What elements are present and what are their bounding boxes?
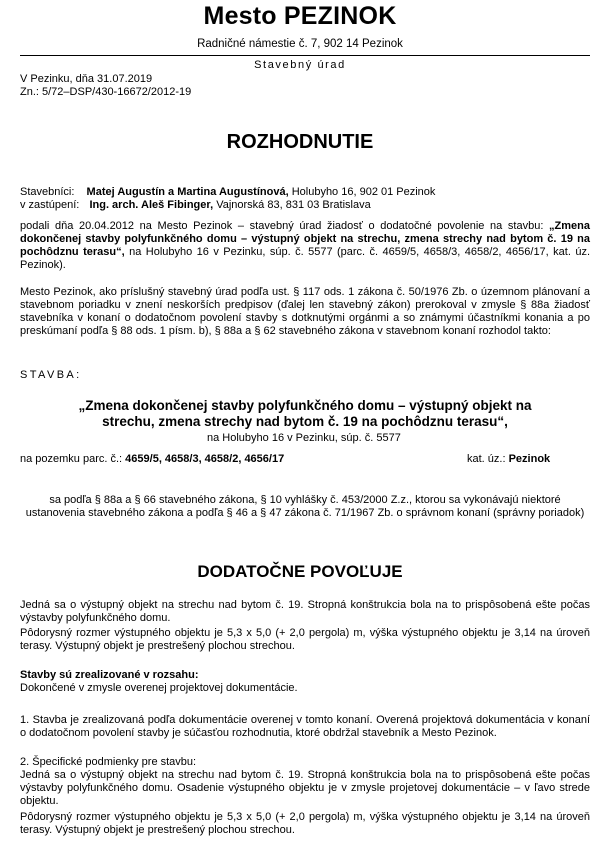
stavba-name-line-1: „Zmena dokončenej stavby polyfunkčného domu – výstupný objekt na: [78, 398, 532, 413]
builders-line: [20, 186, 435, 199]
parcel-prefix: na pozemku parc. č.:: [20, 453, 123, 465]
document-title: ROZHODNUTIE: [226, 131, 374, 153]
stavba-label: STAVBA:: [20, 369, 82, 381]
representative-name: Ing. arch. Aleš Fibinger,: [89, 199, 214, 211]
builders-address: Holubyho 16, 902 01 Pezinok: [291, 186, 436, 198]
intro-text-b: na Holubyho 16 v Pezinku, súp. č. 5577 (parc. č. 4659/5, 4658/3, 4658/2, 4656/17, kat. úz. Pezinok).: [20, 246, 591, 271]
legal-basis-paragraph: sa podľa § 88a a § 66 stavebného zákona, § 10 vyhlášky č. 453/2000 Z.z., ktorou sa vykonávajú niektoré ustanovenia stavebného zákona a podľa § 46 a § 47 zákona č. 71/1967 Zb. o správnom konaní (správny poriadok): [25, 494, 585, 519]
stavba-location: na Holubyho 16 v Pezinku, súp. č. 5577: [207, 432, 401, 444]
representative-label: v zastúpení:: [20, 199, 80, 211]
decision-paragraph-2: Pôdorysný rozmer výstupného objektu je 5,3 x 5,0 (+ 2,0 pergola) m, výška výstupného objektu je 3,14 na úroveň terasy. Výstupný objekt je prestrešený plochou strechou.: [20, 627, 590, 652]
cadastre-name: Pezinok: [508, 453, 551, 465]
intro-project-name: „Zmena dokončenej stavby polyfunkčného domu – výstupný objekt na strechu, zmena strechy nad bytom č. 19 na pochôdznu terasu“,: [20, 220, 590, 258]
realized-heading: Stavby sú zrealizované v rozsahu:: [20, 669, 199, 681]
intro-text-a: podali dňa 20.04.2012 na Mesto Pezinok – stavebný úrad žiadosť o dodatočné povolenie na stavbu:: [20, 220, 544, 232]
builders-names: Matej Augustín a Martina Augustínová,: [86, 186, 289, 198]
decision-heading: DODATOČNE POVOĽUJE: [197, 562, 403, 581]
condition-2-paragraph-1: Jedná sa o výstupný objekt na strechu nad bytom č. 19. Stropná konštrukcia bola na to prispôsobená ešte počas výstavby polyfunkčného domu. Osadenie výstupného objektu je v zmysle projetovej dokumentácie – v ľavo strede objektu.: [20, 769, 590, 807]
authority-paragraph: Mesto Pezinok, ako príslušný stavebný úrad podľa ust. § 117 ods. 1 zákona č. 50/1976 Zb. o územnom plánovaní a stavebnom poriadku v znení neskorších predpisov (ďalej len stavebný zákon) prerokoval v zmysle § 88a žiadosť stavebníka v konaní o dodatočnom povolení stavby s dotknutými orgánmi a so známymi účastníkmi konania a po preskúmaní podľa § 88 ods. 1 písm. b), § 88a a § 62 stavebného zákona v stavebnom konaní rozhodol takto:: [20, 286, 590, 337]
condition-2-heading: 2. Špecifické podmienky pre stavbu:: [20, 756, 197, 768]
office-name: Stavebný úrad: [254, 59, 346, 71]
parcel-numbers: 4659/5, 4658/3, 4658/2, 4656/17: [125, 453, 285, 465]
representative-address: Vajnorská 83, 831 03 Bratislava: [216, 199, 371, 211]
condition-2-paragraph-2: Pôdorysný rozmer výstupného objektu je 5,3 x 5,0 (+ 2,0 pergola) m, výška výstupného objektu je 3,14 na úroveň terasy. Výstupný objekt je prestrešený plochou strechou.: [20, 811, 590, 836]
city-title: Mesto PEZINOK: [203, 2, 397, 30]
decision-paragraph-1: Jedná sa o výstupný objekt na strechu nad bytom č. 19. Stropná konštrukcia bola na to prispôsobená ešte počas výstavby polyfunkčného domu.: [20, 599, 590, 624]
cadastre-prefix: kat. úz.:: [467, 453, 506, 465]
stavba-name-line-2: strechu, zmena strechy nad bytom č. 19 na pochôdznu terasu“,: [102, 414, 508, 429]
date-line: V Pezinku, dňa 31.07.2019: [20, 73, 153, 85]
parcel-line: [20, 453, 284, 466]
reference-number: Zn.: 5/72–DSP/430-16672/2012-19: [20, 86, 192, 98]
cadastre-line: [467, 453, 550, 466]
builders-label: Stavebníci:: [20, 186, 75, 198]
header-divider: [20, 55, 590, 56]
realized-text: Dokončené v zmysle overenej projektovej dokumentácie.: [20, 682, 298, 694]
city-address: Radničné námestie č. 7, 902 14 Pezinok: [197, 38, 403, 50]
intro-paragraph: [20, 220, 590, 272]
condition-1: 1. Stavba je zrealizovaná podľa dokumentácie overenej v tomto konaní. Overená projektová dokumentácia v konaní o dodatočnom povolení stavby je súčasťou rozhodnutia, ktoré obdržal stavebník a Mesto Pezinok.: [20, 714, 590, 739]
representative-line: [20, 199, 371, 212]
